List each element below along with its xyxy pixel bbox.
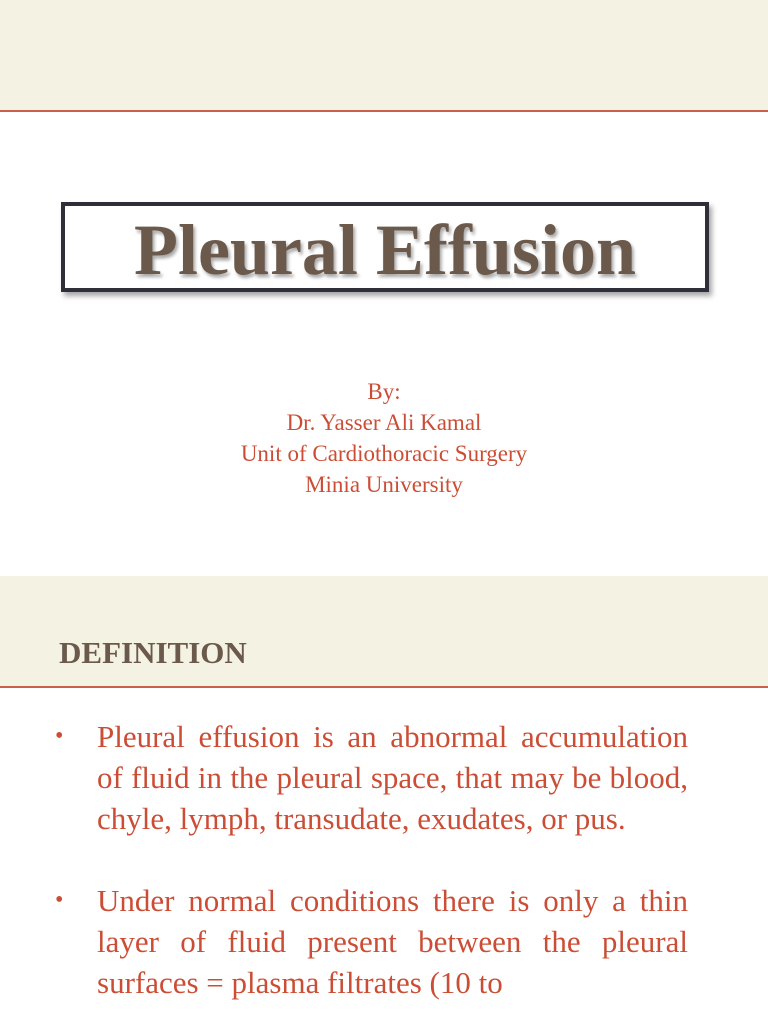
bullet-icon: • [55,723,64,749]
list-item [55,880,688,1003]
slide1-header-band [0,0,768,110]
byline-unit: Unit of Cardiothoracic Surgery [240,441,528,466]
bullet-text: Pleural effusion is an abnormal accumulation of fluid in the pleural space, that may be blood, chyle, lymph, transudate, exudates, or pus. [97,719,688,836]
slide2-header-divider [0,686,768,688]
slide1-header-divider [0,110,768,112]
byline-author: Dr. Yasser Ali Kamal [286,410,482,435]
section-heading: DEFINITION [59,635,247,670]
title-frame [61,202,709,292]
definition-bullet-list [55,716,688,1024]
author-byline [0,376,768,500]
presentation-title: Pleural Effusion [133,210,637,290]
bullet-text: Under normal conditions there is only a thin layer of fluid present between the pleural surfaces = plasma filtrates (10 to [97,883,688,1000]
byline-by: By: [367,379,401,404]
bullet-icon: • [55,887,64,913]
list-item [55,716,688,839]
byline-university: Minia University [305,472,463,497]
